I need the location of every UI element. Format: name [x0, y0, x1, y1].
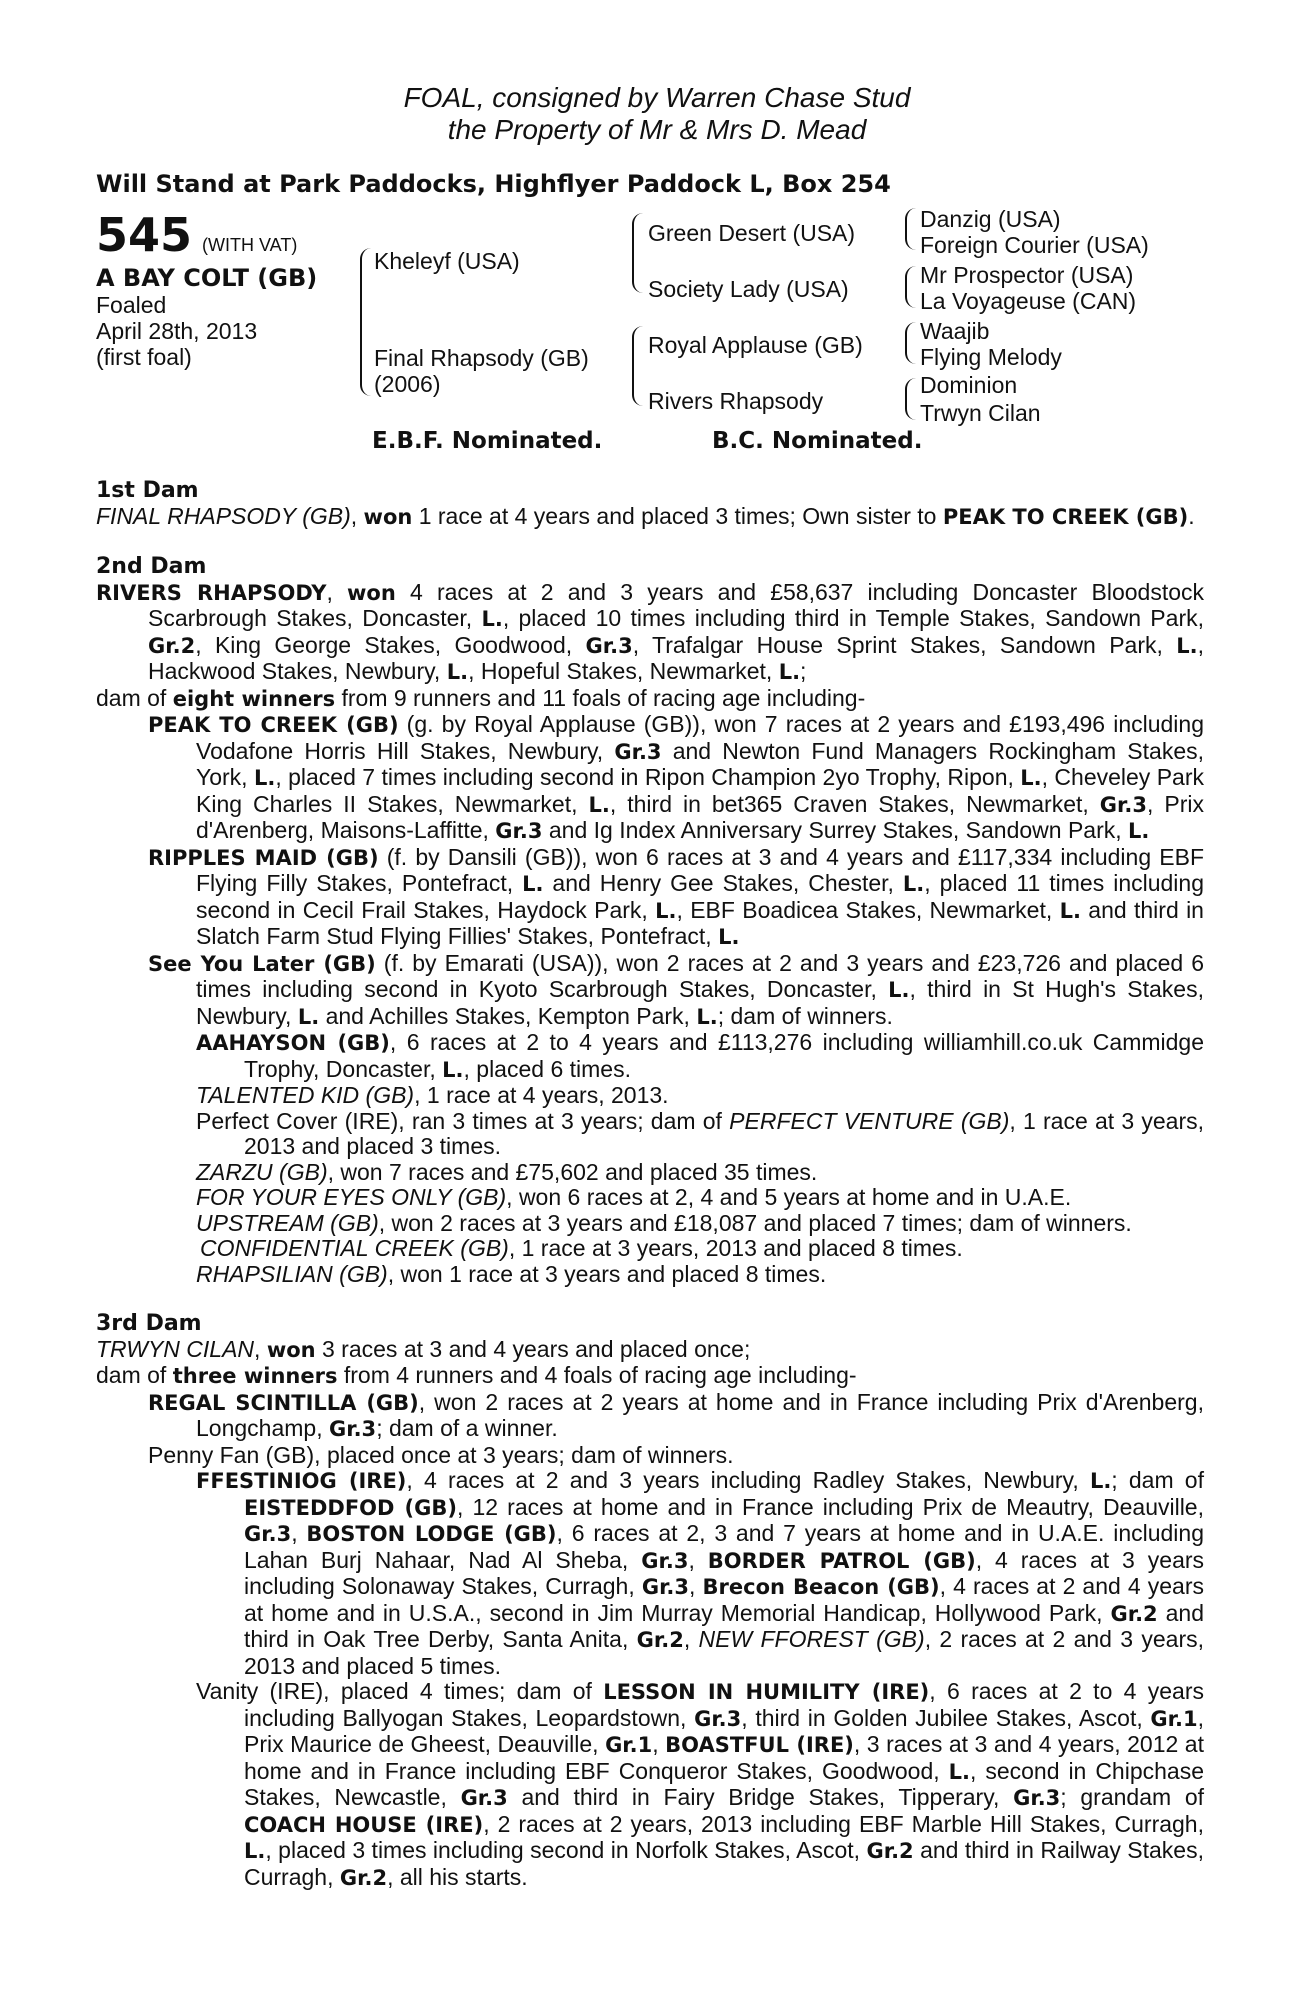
pedigree-ggs-2: Foreign Courier (USA) — [920, 232, 1149, 258]
bold-run: won — [363, 504, 413, 529]
text-run: , second in Chipchase Stakes, Newcastle, — [244, 1757, 1204, 1810]
text-run: (g. by Royal Applause (GB)), won 7 races at 2 years and £193,496 including Vodafone Horris Hill Stakes, Newbury, — [196, 711, 1204, 764]
bold-run: L. — [655, 898, 677, 923]
text-run: , all his starts. — [387, 1863, 528, 1890]
pedigree-brace-dam — [632, 326, 643, 406]
bold-run: Gr.3 — [694, 1706, 742, 1731]
bold-run: L. — [446, 660, 469, 684]
pedigree-ggs-7: Dominion — [920, 372, 1018, 398]
bold-run: Gr.3 — [328, 1417, 377, 1441]
italic-run: RHAPSILIAN (GB) — [196, 1260, 388, 1287]
bold-run: L. — [1089, 1469, 1112, 1493]
bold-run: BOASTFUL (IRE) — [665, 1733, 854, 1757]
pedigree-brace-1 — [905, 208, 916, 250]
bold-run: L. — [718, 925, 740, 949]
text-run: ; dam of a winner. — [376, 1415, 558, 1441]
pedigree-paragraph — [96, 1390, 1204, 1443]
text-run: , won 2 races at 2 years at home and in France including Prix d'Arenberg, Longchamp, — [196, 1388, 1204, 1441]
pedigree-sire-dam: Society Lady (USA) — [648, 276, 849, 302]
bold-run: Gr.3 — [460, 1786, 508, 1810]
bold-run: Gr.1 — [1150, 1706, 1198, 1731]
text-run: , placed 11 times including second in Cecil Frail Stakes, Haydock Park, — [196, 870, 1204, 923]
bold-run: EISTEDDFOD (GB) — [244, 1495, 457, 1520]
italic-run: CONFIDENTIAL CREEK (GB) — [200, 1235, 509, 1261]
text-run: and Henry Gee Stakes, Chester, — [543, 870, 903, 896]
section-title: 1st Dam — [96, 478, 199, 503]
bold-run: Gr.2 — [339, 1865, 388, 1890]
bold-run: RIVERS RHAPSODY — [96, 580, 327, 605]
text-run: 3 races at 3 and 4 years and placed once; — [315, 1335, 751, 1362]
text-run: ; dam of winners. — [717, 1002, 893, 1029]
text-run: and third in Railway Stakes, Curragh, — [244, 1837, 1204, 1890]
pedigree-brace-3 — [905, 322, 916, 364]
bold-run: L. — [297, 1004, 320, 1029]
bold-run: L. — [1020, 766, 1042, 790]
pedigree-paragraph — [96, 1468, 1204, 1679]
bold-run: Gr.2 — [148, 633, 196, 658]
bold-run: Gr.2 — [866, 1839, 914, 1863]
text-run: , 6 races at 2 to 4 years and £113,276 including williamhill.co.uk Cammidge Trophy, Doncaster, — [244, 1029, 1204, 1082]
foaled-label: Foaled — [96, 292, 167, 318]
consignment-line-1: FOAL, consigned by Warren Chase Stud — [403, 82, 911, 113]
bold-run: RIPPLES MAID (GB) — [148, 845, 379, 870]
bold-run: L. — [588, 792, 610, 817]
text-run: , — [291, 1520, 307, 1546]
text-run: , Hackwood Stakes, Newbury, — [148, 631, 1204, 684]
pedigree-dam-dam: Rivers Rhapsody — [648, 388, 824, 414]
bold-run: L. — [244, 1839, 266, 1863]
bold-run: Gr.1 — [605, 1733, 653, 1757]
text-run: (f. by Emarati (USA)), won 2 races at 2 and 3 years and £23,726 and placed 6 times including second in Kyoto Scarbrough Stakes, Doncaster, — [196, 949, 1205, 1002]
bold-run: REGAL SCINTILLA (GB) — [148, 1390, 419, 1415]
pedigree-brace-main — [360, 248, 371, 396]
pedigree-ggs-3: Mr Prospector (USA) — [920, 262, 1134, 288]
text-run: , — [254, 1335, 267, 1362]
pedigree-ggs-4: La Voyageuse (CAN) — [920, 288, 1137, 314]
text-run: . — [1188, 502, 1195, 529]
text-run: ; dam of — [1111, 1467, 1204, 1493]
pedigree-paragraph — [96, 1236, 1204, 1262]
bold-run: won — [347, 580, 396, 605]
pedigree-sire: Kheleyf (USA) — [374, 248, 520, 274]
text-run: and third in Fairy Bridge Stakes, Tipperary, — [507, 1784, 1014, 1810]
consignment-line-2: the Property of Mr & Mrs D. Mead — [447, 114, 867, 145]
bold-run: L. — [948, 1759, 970, 1784]
text-run: , third in St Hugh's Stakes, Newbury, — [196, 976, 1204, 1029]
bold-run: L. — [522, 872, 544, 896]
section-title: 3rd Dam — [96, 1311, 202, 1336]
pedigree-ggs-1: Danzig (USA) — [920, 206, 1061, 232]
text-run: , 1 race at 3 years, 2013 and placed 3 times. — [244, 1107, 1204, 1159]
pedigree-paragraph — [96, 712, 1204, 845]
text-run: from 4 runners and 4 foals of racing age including- — [337, 1362, 857, 1388]
stand-location: Will Stand at Park Paddocks, Highflyer Paddock L, Box 254 — [96, 170, 891, 198]
bold-run: Gr.3 — [641, 1575, 690, 1599]
italic-run: FINAL RHAPSODY (GB) — [96, 502, 351, 529]
text-run: and third in Oak Tree Derby, Santa Anita, — [244, 1599, 1204, 1652]
lot-number-line — [96, 210, 297, 270]
foal-note: (first foal) — [96, 344, 192, 370]
bold-run: L. — [902, 872, 925, 896]
pedigree-brace-4 — [905, 378, 916, 420]
lot-number: 545 — [96, 208, 193, 262]
text-run: , Prix d'Arenberg, Maisons-Laffitte, — [196, 790, 1205, 843]
text-run: , placed 6 times. — [463, 1055, 631, 1082]
text-run: , — [326, 578, 348, 605]
bold-run: L. — [253, 766, 276, 790]
bold-run: L. — [1128, 819, 1150, 843]
text-run: , 1 race at 3 years, 2013 and placed 8 times. — [508, 1235, 963, 1261]
pedigree-paragraph — [96, 1160, 1204, 1186]
bc-nomination: B.C. Nominated. — [712, 428, 923, 454]
bold-run: Gr.3 — [495, 819, 543, 843]
section-gap — [96, 530, 1204, 554]
section-gap — [96, 1287, 1204, 1311]
pedigree-ggs-8: Trwyn Cilan — [920, 400, 1041, 426]
pedigree-paragraph — [96, 1185, 1204, 1211]
foaled-date: April 28th, 2013 — [96, 318, 258, 344]
bold-run: Brecon Beacon (GB) — [702, 1575, 940, 1599]
pedigree-paragraph — [96, 1679, 1204, 1891]
text-run: , Prix Maurice de Gheest, Deauville, — [244, 1704, 1204, 1757]
text-run: , 3 races at 3 and 4 years, 2012 at home and in France including EBF Conqueror Stakes, Goodwood, — [244, 1731, 1204, 1784]
text-run: 1 race at 4 years and placed 3 times; Own sister to — [412, 502, 943, 529]
bold-run: three winners — [172, 1364, 338, 1388]
text-run: (f. by Dansili (GB)), won 6 races at 3 and 4 years and £117,334 including EBF Flying Filly Stakes, Pontefract, — [196, 843, 1204, 896]
text-run: and Achilles Stakes, Kempton Park, — [319, 1002, 697, 1029]
bold-run: FFESTINIOG (IRE) — [196, 1469, 407, 1493]
text-run: , won 7 races and £75,602 and placed 35 times. — [327, 1158, 818, 1185]
bold-run: Gr.3 — [1099, 792, 1147, 817]
text-run: Penny Fan (GB), placed once at 3 years; dam of winners. — [148, 1441, 734, 1468]
pedigree-ggs-5: Waajib — [920, 318, 990, 344]
text-run: , 2 races at 2 years, 2013 including EBF Marble Hill Stakes, Curragh, — [483, 1810, 1204, 1837]
pedigree-ggs-6: Flying Melody — [920, 344, 1062, 370]
text-run: , Cheveley Park King Charles II Stakes, Newmarket, — [196, 764, 1204, 817]
pedigree-paragraph — [96, 1109, 1204, 1160]
pedigree-sire-sire: Green Desert (USA) — [648, 220, 856, 246]
italic-run: NEW FFOREST (GB) — [698, 1626, 925, 1652]
text-run: , won 2 races at 3 years and £18,087 and placed 7 times; dam of winners. — [378, 1209, 1132, 1236]
vat-note: (WITH VAT) — [202, 235, 298, 255]
bold-run: AAHAYSON (GB) — [196, 1031, 390, 1055]
bold-run: BORDER PATROL (GB) — [707, 1548, 976, 1573]
italic-run: FOR YOUR EYES ONLY (GB) — [196, 1184, 507, 1210]
text-run: dam of — [96, 1362, 173, 1388]
text-run: 4 races at 2 and 3 years and £58,637 including Doncaster Bloodstock Scarbrough Stakes, Doncaster, — [148, 578, 1204, 631]
text-run: , third in Golden Jubilee Stakes, Ascot, — [741, 1704, 1151, 1731]
text-run: , Trafalgar House Sprint Stakes, Sandown Park, — [632, 631, 1177, 658]
bold-run: L. — [442, 1057, 464, 1082]
text-run: , Hopeful Stakes, Newmarket, — [468, 658, 779, 684]
bold-run: Gr.2 — [1110, 1601, 1158, 1626]
text-run: and Ig Index Anniversary Surrey Stakes, Sandown Park, — [542, 817, 1129, 843]
text-run: , 4 races at 2 and 4 years at home and in U.S.A., second in Jim Murray Memorial Handicap, Hollywood Park, — [244, 1573, 1205, 1626]
pedigree-paragraph — [96, 1030, 1204, 1083]
text-run: , 4 races at 2 and 3 years including Radley Stakes, Newbury, — [406, 1467, 1090, 1493]
text-run: , 6 races at 2 to 4 years including Ballyogan Stakes, Leopardstown, — [244, 1678, 1204, 1731]
pedigree-notes — [96, 478, 1204, 1891]
bold-run: Gr.3 — [585, 633, 633, 658]
text-run: , — [688, 1546, 708, 1573]
text-run: , placed 7 times including second in Ripon Champion 2yo Trophy, Ripon, — [275, 764, 1021, 790]
section-title: 2nd Dam — [96, 554, 207, 579]
pedigree-paragraph — [96, 1363, 1204, 1390]
pedigree-paragraph — [96, 580, 1204, 686]
italic-run: ZARZU (GB) — [196, 1158, 328, 1185]
bold-run: LESSON IN HUMILITY (IRE) — [603, 1680, 930, 1704]
bold-run: won — [266, 1337, 316, 1362]
bold-run: PEAK TO CREEK (GB) — [148, 713, 399, 737]
pedigree-paragraph — [96, 1443, 1204, 1469]
text-run: ; grandam of — [1060, 1784, 1205, 1810]
pedigree-paragraph — [96, 1262, 1204, 1288]
text-run: , third in bet365 Craven Stakes, Newmarket, — [609, 790, 1100, 817]
bold-run: L. — [888, 978, 910, 1002]
text-run: Perfect Cover (IRE), ran 3 times at 3 years; dam of — [196, 1107, 730, 1134]
text-run: , won 1 race at 3 years and placed 8 times. — [387, 1260, 827, 1287]
bold-run: Gr.2 — [636, 1628, 684, 1652]
text-run: dam of — [96, 684, 173, 711]
italic-run: TALENTED KID (GB) — [196, 1082, 415, 1108]
bold-run: eight winners — [172, 686, 336, 711]
text-run: Vanity (IRE), placed 4 times; dam of — [196, 1678, 604, 1704]
pedigree-dam-sire: Royal Applause (GB) — [648, 332, 863, 358]
bold-run: See You Later (GB) — [148, 951, 376, 976]
text-run: , EBF Boadicea Stakes, Newmarket, — [676, 896, 1060, 923]
text-run: , placed 3 times including second in Norfolk Stakes, Ascot, — [265, 1837, 867, 1863]
ebf-nomination: E.B.F. Nominated. — [372, 428, 603, 454]
text-run: , 1 race at 4 years, 2013. — [414, 1082, 669, 1108]
bold-run: Gr.3 — [641, 1548, 689, 1573]
text-run: , — [689, 1573, 703, 1599]
bold-run: Gr.3 — [244, 1522, 292, 1546]
text-run: , won 6 races at 2, 4 and 5 years at home and in U.A.E. — [506, 1184, 1072, 1210]
bold-run: Gr.3 — [1013, 1786, 1061, 1810]
bold-run: Gr.3 — [614, 739, 662, 764]
bold-run: L. — [778, 660, 801, 684]
lot-name: A BAY COLT (GB) — [96, 264, 318, 292]
pedigree-paragraph — [96, 686, 1204, 713]
pedigree-dam-year: (2006) — [374, 371, 441, 397]
text-run: , — [350, 502, 364, 529]
bold-run: BOSTON LODGE (GB) — [306, 1522, 557, 1546]
text-run: , 6 races at 2, 3 and 7 years at home and in U.A.E. including Lahan Burj Nahaar, Nad Al Sheba, — [244, 1520, 1204, 1573]
text-run: , 12 races at home and in France including Prix de Meautry, Deauville, — [456, 1493, 1204, 1520]
italic-run: UPSTREAM (GB) — [196, 1209, 379, 1236]
bold-run: L. — [696, 1004, 718, 1029]
text-run: and third in Slatch Farm Stud Flying Fillies' Stakes, Pontefract, — [196, 896, 1204, 949]
text-run: , — [683, 1626, 699, 1652]
pedigree-paragraph — [96, 1337, 1204, 1364]
bold-run: L. — [481, 607, 503, 631]
bold-run: PEAK TO CREEK (GB) — [942, 504, 1189, 529]
pedigree-paragraph — [96, 845, 1204, 951]
pedigree-paragraph — [96, 1211, 1204, 1237]
italic-run: TRWYN CILAN — [96, 1335, 255, 1362]
bold-run: COACH HOUSE (IRE) — [244, 1812, 484, 1837]
text-run: , 2 races at 2 and 3 years, 2013 and placed 5 times. — [244, 1626, 1204, 1679]
pedigree-brace-sire — [632, 213, 643, 293]
text-run: , — [652, 1731, 666, 1757]
text-run: from 9 runners and 11 foals of racing age including- — [335, 684, 866, 711]
bold-run: L. — [1176, 633, 1198, 658]
text-run: , King George Stakes, Goodwood, — [195, 631, 586, 658]
pedigree-paragraph — [96, 504, 1204, 531]
text-run: , 4 races at 3 years including Solonaway Stakes, Curragh, — [244, 1546, 1205, 1599]
pedigree-dam: Final Rhapsody (GB) — [374, 345, 589, 371]
italic-run: PERFECT VENTURE (GB) — [729, 1107, 1010, 1134]
pedigree-paragraph — [96, 1083, 1204, 1109]
text-run: ; — [800, 658, 807, 684]
bold-run: L. — [1059, 898, 1081, 923]
pedigree-paragraph — [96, 951, 1204, 1031]
text-run: and Newton Fund Managers Rockingham Stakes, York, — [196, 737, 1204, 790]
pedigree-brace-2 — [905, 266, 916, 308]
text-run: , placed 10 times including third in Temple Stakes, Sandown Park, — [502, 605, 1204, 631]
